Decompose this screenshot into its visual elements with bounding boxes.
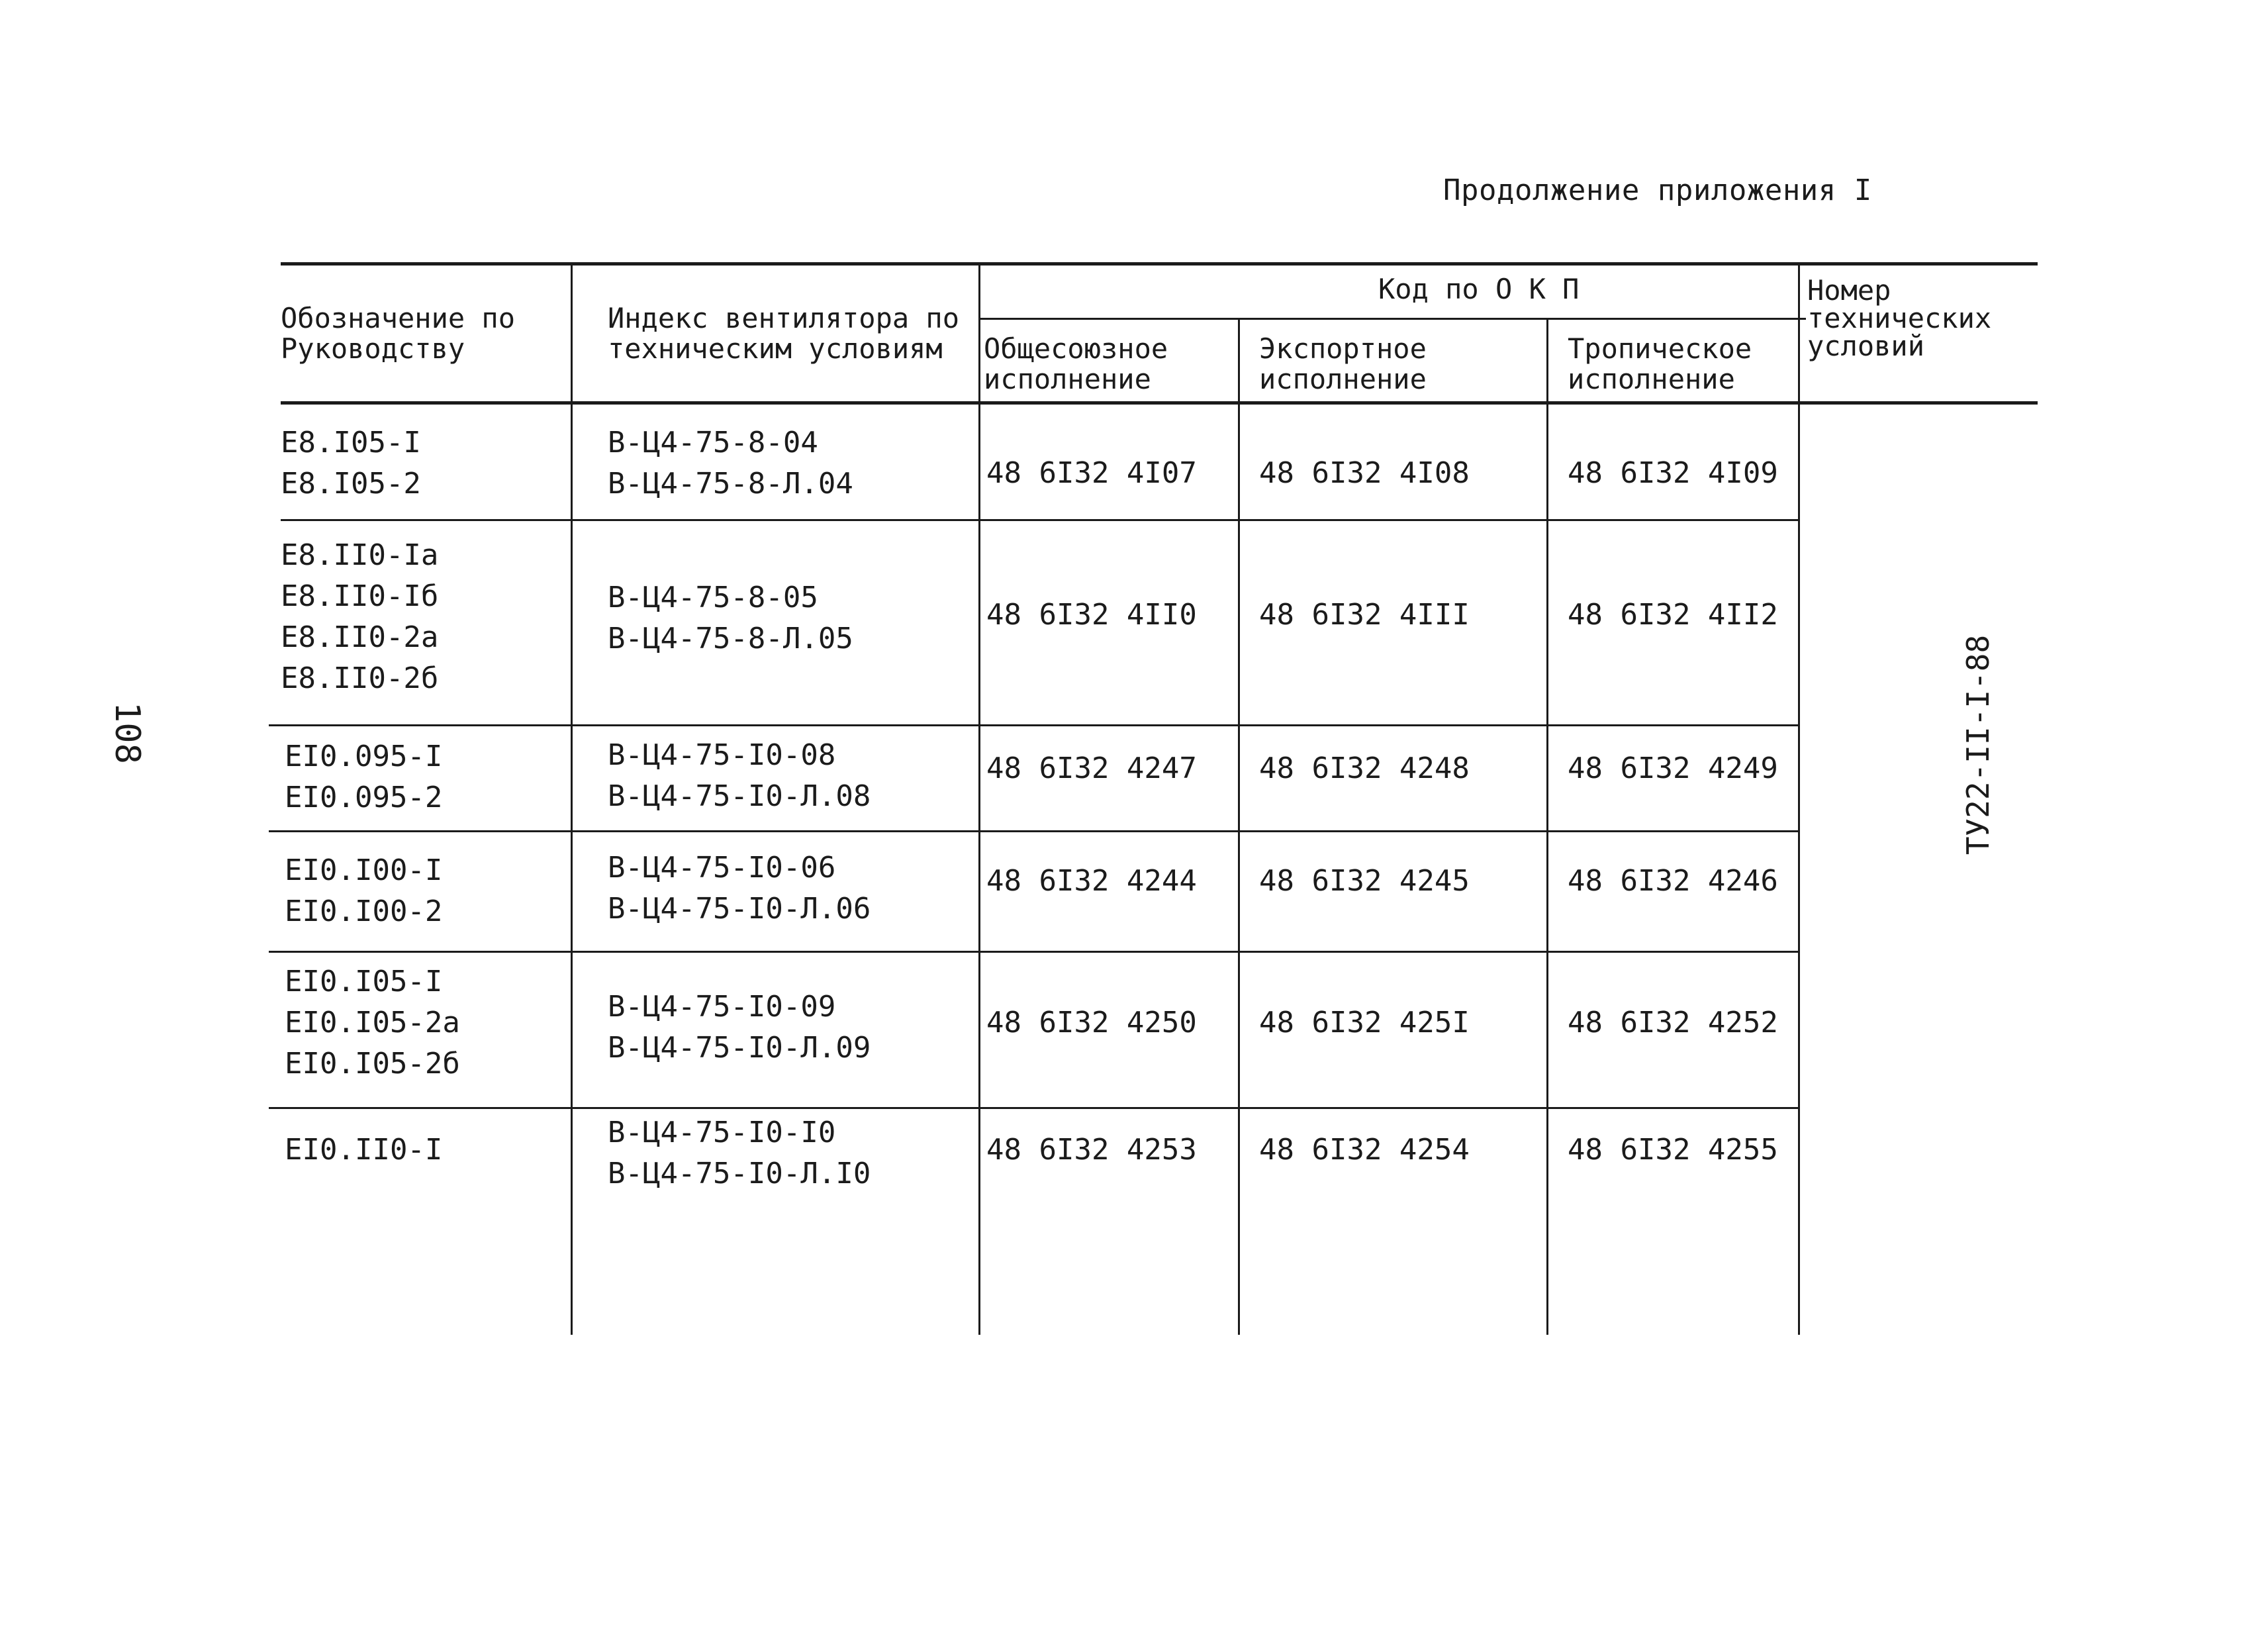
table-row-5-fan-index: В-Ц4-75-I0-09 В-Ц4-75-I0-Л.09 xyxy=(608,990,871,1065)
table-row-1-designation: Е8.I05-I Е8.I05-2 xyxy=(281,426,421,501)
header-tech-conditions: Номер технических условий xyxy=(1807,274,1992,362)
table-row-4-designation: ЕI0.I00-I ЕI0.I00-2 xyxy=(285,853,443,928)
table-row-6-tropical: 48 6I32 4255 xyxy=(1568,1133,1778,1167)
table-row-5-tropical: 48 6I32 4252 xyxy=(1568,1006,1778,1039)
header-tropical: Тропическое исполнение xyxy=(1568,332,1752,395)
table-row-1-export: 48 6I32 4I08 xyxy=(1259,456,1470,490)
table-row-6-general: 48 6I32 4253 xyxy=(986,1133,1197,1167)
row-divider xyxy=(269,951,1799,953)
table-row-5-export: 48 6I32 425I xyxy=(1259,1006,1470,1039)
column-rule xyxy=(1238,318,1240,1335)
table-row-4-fan-index: В-Ц4-75-I0-06 В-Ц4-75-I0-Л.06 xyxy=(608,851,871,926)
table-row-2-export: 48 6I32 4III xyxy=(1259,598,1470,632)
table-top-rule xyxy=(281,262,2038,266)
table-row-5-general: 48 6I32 4250 xyxy=(986,1006,1197,1039)
table-row-2-designation: Е8.II0-Iа Е8.II0-Iб Е8.II0-2а Е8.II0-2б xyxy=(281,538,439,695)
table-row-2-general: 48 6I32 4II0 xyxy=(986,598,1197,632)
table-row-3-fan-index: В-Ц4-75-I0-08 В-Ц4-75-I0-Л.08 xyxy=(608,738,871,813)
table-row-3-general: 48 6I32 4247 xyxy=(986,751,1197,785)
tech-conditions-value: ТУ22-II-I-88 xyxy=(1960,634,1996,855)
table-row-3-tropical: 48 6I32 4249 xyxy=(1568,751,1778,785)
row-divider xyxy=(269,830,1799,832)
okp-subheader-rule xyxy=(978,318,1806,320)
table-row-6-designation: ЕI0.II0-I xyxy=(285,1133,443,1167)
table-row-2-fan-index: В-Ц4-75-8-05 В-Ц4-75-8-Л.05 xyxy=(608,581,853,655)
header-fan-index: Индекс вентилятора по техническим условиям xyxy=(608,302,960,365)
page-caption: Продолжение приложения I xyxy=(1443,173,1872,207)
header-bottom-rule xyxy=(281,401,2038,405)
table-row-4-export: 48 6I32 4245 xyxy=(1259,864,1470,898)
table-row-4-tropical: 48 6I32 4246 xyxy=(1568,864,1778,898)
table-row-3-export: 48 6I32 4248 xyxy=(1259,751,1470,785)
table-row-1-fan-index: В-Ц4-75-8-04 В-Ц4-75-8-Л.04 xyxy=(608,426,853,501)
table-row-6-export: 48 6I32 4254 xyxy=(1259,1133,1470,1167)
table-row-4-general: 48 6I32 4244 xyxy=(986,864,1197,898)
column-rule xyxy=(1546,318,1548,1335)
table-row-1-tropical: 48 6I32 4I09 xyxy=(1568,456,1778,490)
row-divider xyxy=(281,519,1799,521)
table-row-6-fan-index: В-Ц4-75-I0-I0 В-Ц4-75-I0-Л.I0 xyxy=(608,1116,871,1190)
header-designation: Обозначение по Руководству xyxy=(281,302,516,365)
row-divider xyxy=(269,724,1799,726)
table-row-2-tropical: 48 6I32 4II2 xyxy=(1568,598,1778,632)
column-rule xyxy=(978,262,980,1335)
header-export: Экспортное исполнение xyxy=(1259,332,1427,395)
table-row-3-designation: ЕI0.095-I ЕI0.095-2 xyxy=(285,740,443,814)
page-number: 108 xyxy=(107,702,147,764)
column-rule xyxy=(571,262,573,1335)
header-okp-code: Код по О К П xyxy=(1378,273,1580,305)
column-rule xyxy=(1798,262,1800,1335)
table-row-1-general: 48 6I32 4I07 xyxy=(986,456,1197,490)
header-general: Общесоюзное исполнение xyxy=(984,332,1168,395)
table-row-5-designation: ЕI0.I05-I ЕI0.I05-2а ЕI0.I05-2б xyxy=(285,965,460,1081)
row-divider xyxy=(269,1107,1799,1109)
